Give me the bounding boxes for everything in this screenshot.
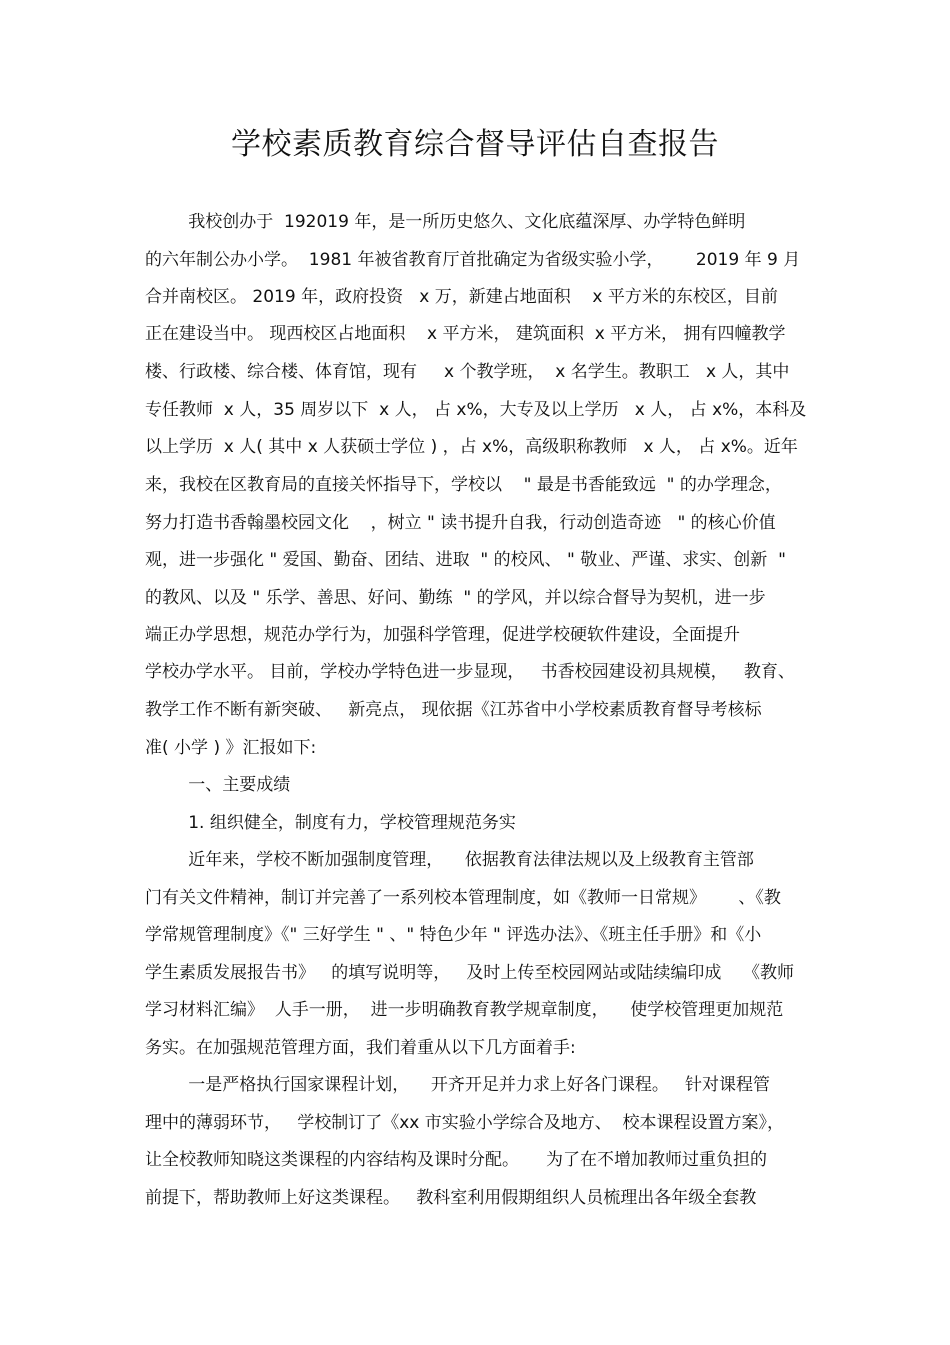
body-line: 努力打造书香翰墨校园文化 ，树立 " 读书提升自我，行动创造奇迹 " 的核心价值 [145, 513, 776, 533]
body-line: 理中的薄弱环节， 学校制订了《xx 市实验小学综合及地方、 校本课程设置方案》， [145, 1113, 785, 1133]
body-line: 前提下，帮助教师上好这类课程。 教科室利用假期组织人员梳理出各年级全套教 [145, 1188, 757, 1208]
body-line: 合并南校区。 2019 年，政府投资 x 万，新建占地面积 x 平方米的东校区，目前 [145, 287, 778, 307]
body-line: 教学工作不断有新突破、 新亮点， 现依据《江苏省中小学校素质教育督导考核标 [145, 700, 762, 720]
body-line: 一是严格执行国家课程计划， 开齐开足并力求上好各门课程。 针对课程管 [145, 1075, 771, 1095]
document-title: 学校素质教育综合督导评估自查报告 [231, 127, 719, 162]
body-line: 学常规管理制度》《" 三好学生 " 、" 特色少年 " 评选办法》、《班主任手册》和《小 [145, 925, 762, 945]
body-line: 门有关文件精神，制订并完善了一系列校本管理制度，如《教师一日常规》 、《教 [145, 888, 781, 908]
body-line: 学校办学水平。 目前，学校办学特色进一步显现， 书香校园建设初具规模， 教育、 [145, 662, 795, 682]
section-heading: 一、主要成绩 [145, 775, 291, 795]
body-line: 的六年制公办小学。 1981 年被省教育厅首批确定为省级实验小学， 2019 年 9 月 [145, 250, 801, 270]
body-line: 专任教师 x 人，35 周岁以下 x 人， 占 x%，大专及以上学历 x 人， 占 x%，本科及 [145, 400, 807, 420]
body-line: 务实。在加强规范管理方面，我们着重从以下几方面着手: [145, 1038, 576, 1058]
body-line: 正在建设当中。 现西校区占地面积 x 平方米， 建筑面积 x 平方米， 拥有四幢教学 [145, 324, 786, 344]
body-line: 的教风、以及 " 乐学、善思、好问、勤练 " 的学风，并以综合督导为契机，进一步 [145, 588, 766, 608]
body-line: 我校创办于 192019 年，是一所历史悠久、文化底蕴深厚、办学特色鲜明 [145, 212, 746, 232]
body-line: 学习材料汇编》 人手一册， 进一步明确教育教学规章制度， 使学校管理更加规范 [145, 1000, 784, 1020]
body-line: 观，进一步强化 " 爱国、勤奋、团结、进取 " 的校风、 " 敬业、严谨、求实、创新 " [145, 550, 786, 570]
body-line: 端正办学思想，规范办学行为，加强科学管理，促进学校硬软件建设，全面提升 [145, 625, 740, 645]
body-line: 让全校教师知晓这类课程的内容结构及课时分配。 为了在不增加教师过重负担的 [145, 1150, 768, 1170]
body-line: 以上学历 x 人( 其中 x 人获硕士学位 ) ，占 x%，高级职称教师 x 人， 占 x%。近年 [145, 437, 798, 457]
body-line: 学生素质发展报告书》 的填写说明等， 及时上传至校园网站或陆续编印成 《教师 [145, 963, 795, 983]
body-line: 近年来，学校不断加强制度管理， 依据教育法律法规以及上级教育主管部 [145, 850, 754, 870]
body-line: 准( 小学 ) 》汇报如下: [145, 738, 317, 758]
body-line: 来，我校在区教育局的直接关怀指导下，学校以 " 最是书香能致远 " 的办学理念， [145, 475, 782, 495]
body-line: 楼、行政楼、综合楼、体育馆，现有 x 个教学班， x 名学生。教职工 x 人，其中 [145, 362, 790, 382]
subsection-heading: 1. 组织健全，制度有力，学校管理规范务实 [145, 813, 516, 833]
